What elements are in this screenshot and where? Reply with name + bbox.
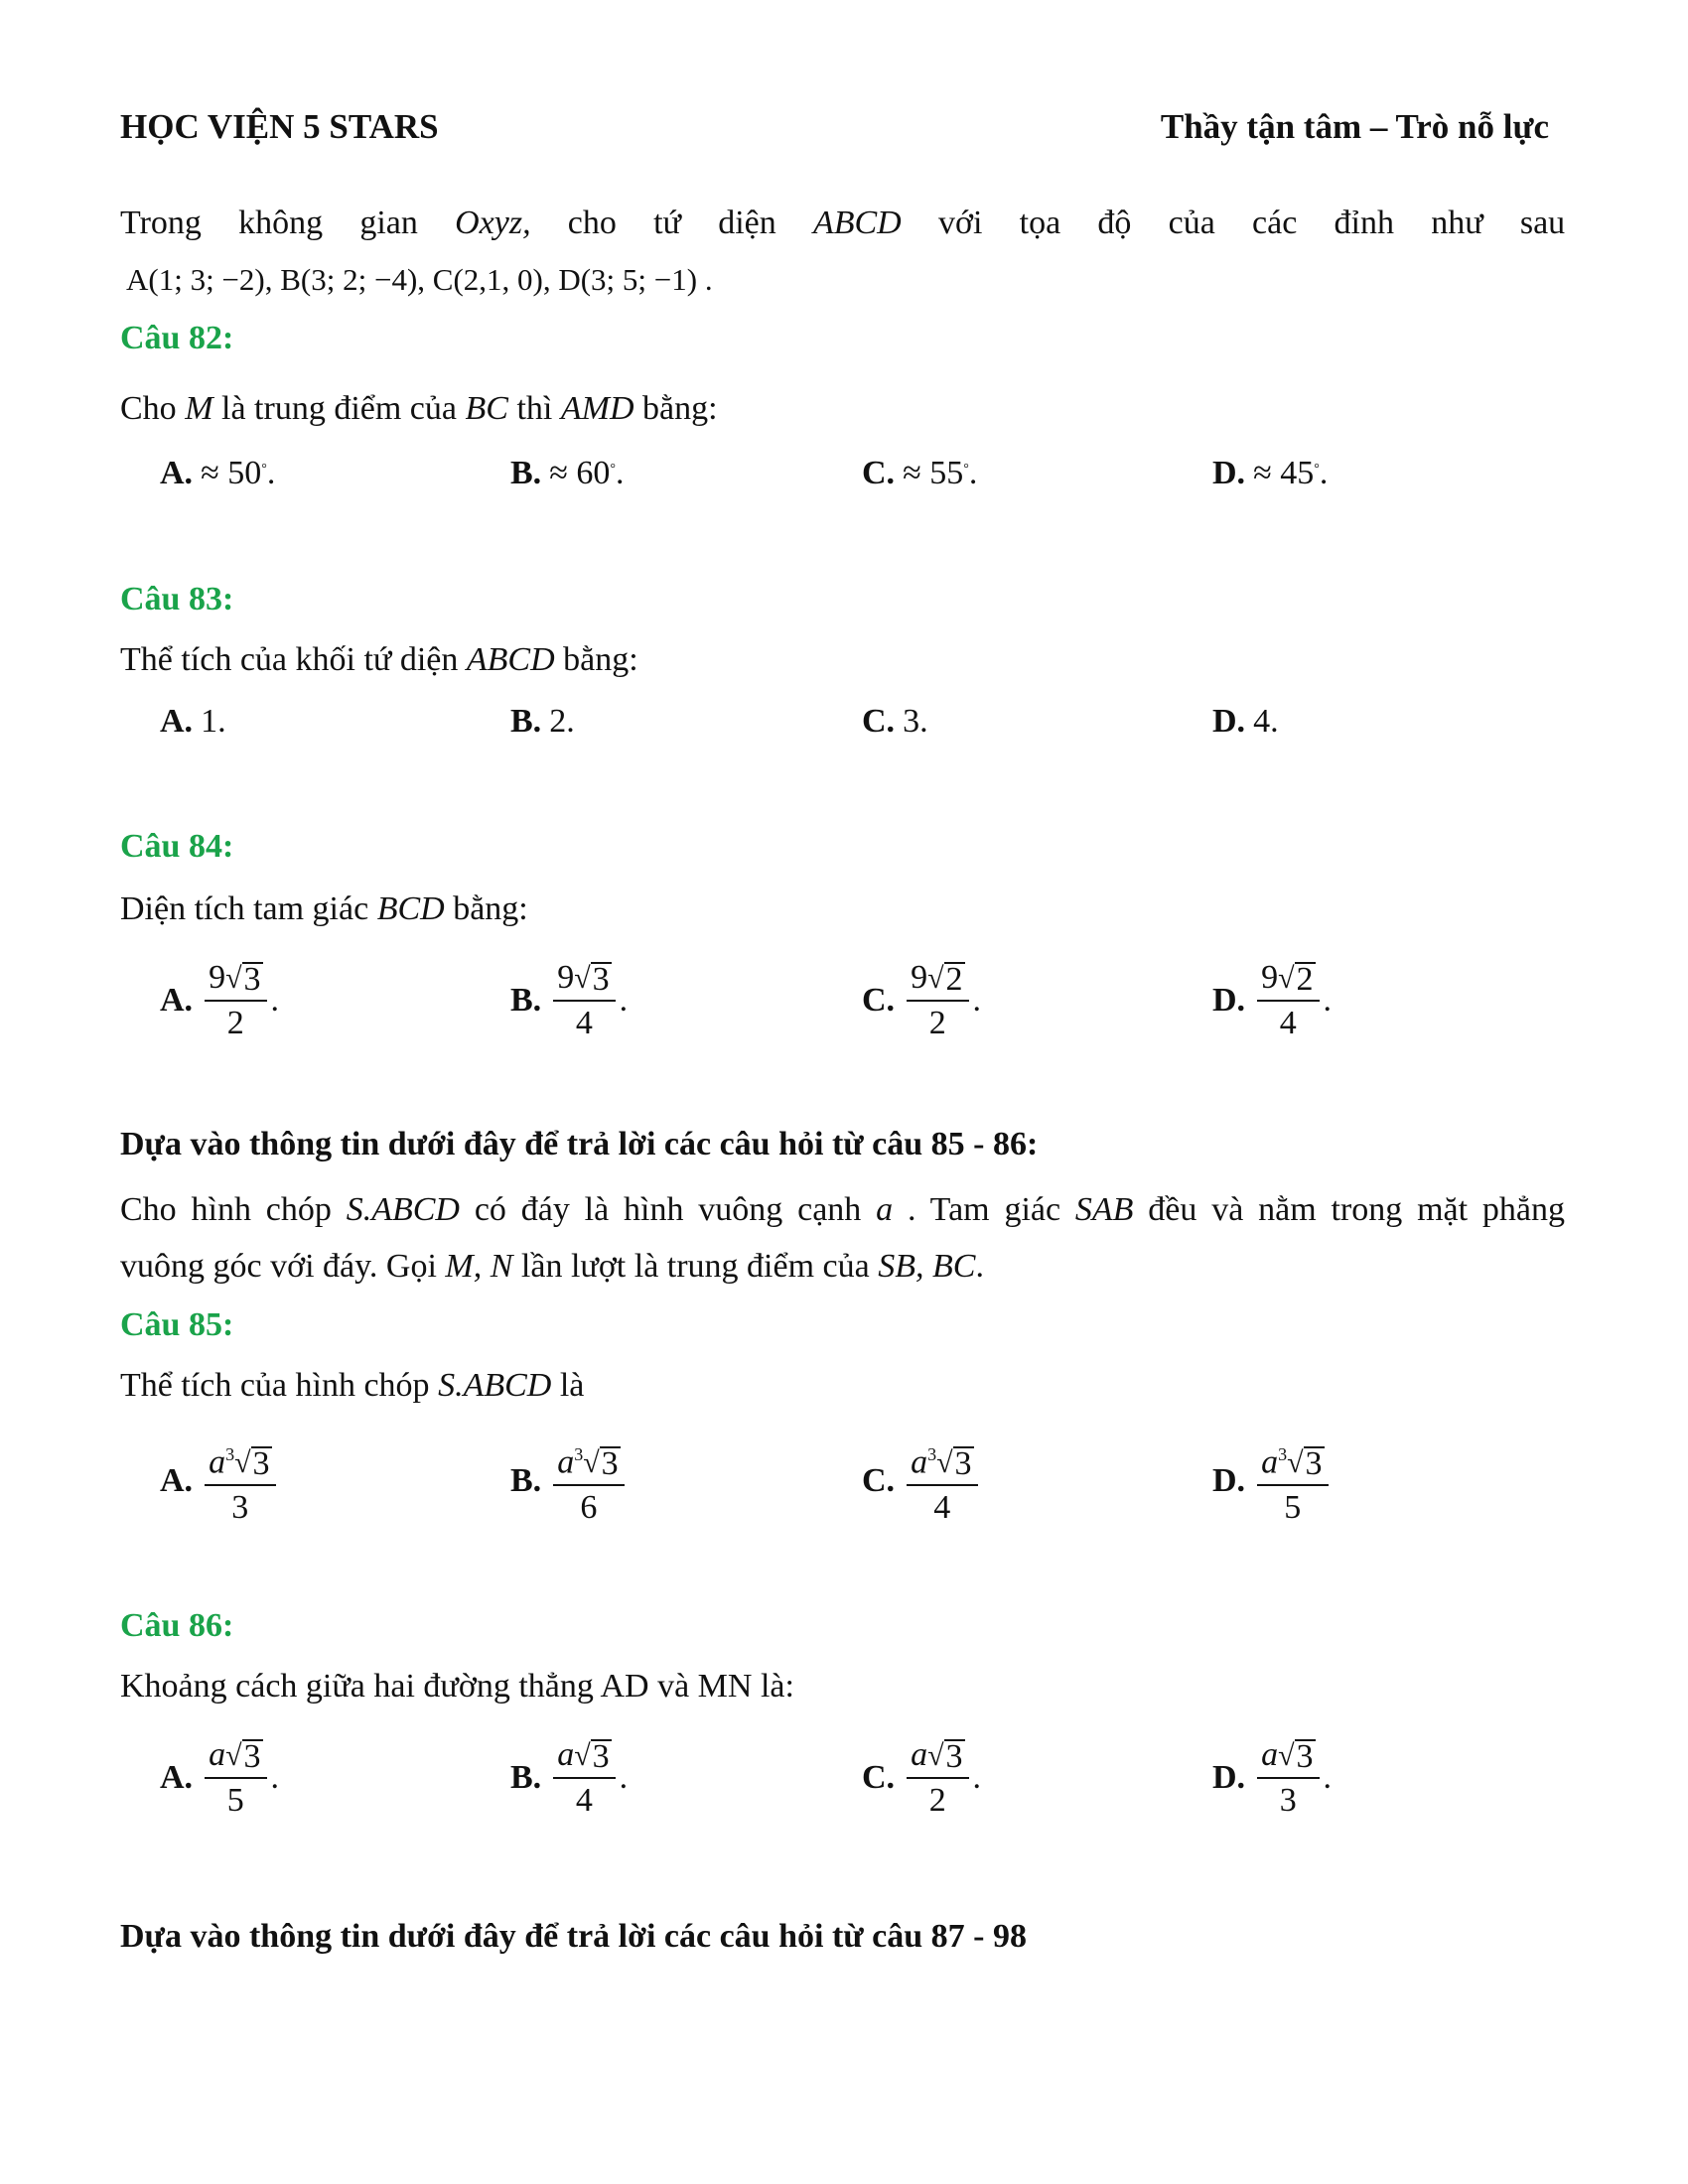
q86-option-b[interactable]: B. a √ 3 4 . bbox=[510, 1736, 629, 1819]
question-83-title: Câu 83: bbox=[120, 581, 234, 617]
q84-option-a[interactable]: A. 9 √ 3 2 . bbox=[160, 959, 280, 1041]
q85-option-a[interactable]: A. $a^3$ √ 3 3 bbox=[160, 1434, 280, 1528]
question-86-stem: Khoảng cách giữa hai đường thẳng AD và MN là: bbox=[120, 1668, 794, 1705]
q85-option-d[interactable]: D. $a^3$ √ 3 5 bbox=[1212, 1434, 1333, 1528]
question-85-title: Câu 85: bbox=[120, 1306, 234, 1343]
q84-option-c[interactable]: C. 9 √ 2 2 . bbox=[862, 959, 982, 1041]
section-85-86-paragraph bbox=[120, 1181, 1565, 1295]
header-left: HỌC VIỆN 5 STARS bbox=[120, 107, 439, 146]
fraction: $a^3$ √ 3 5 bbox=[1257, 1434, 1328, 1528]
q85-option-c[interactable]: C. $a^3$ √ 3 4 bbox=[862, 1434, 982, 1528]
question-83-stem: Thể tích của khối tứ diện ABCD bằng: bbox=[120, 641, 638, 678]
q83-option-c[interactable]: C. 3. bbox=[862, 703, 928, 740]
q82-option-d[interactable]: D. ≈ 45 ° . bbox=[1212, 455, 1329, 491]
question-84-stem: Diện tích tam giác BCD bằng: bbox=[120, 890, 528, 927]
q86-option-a[interactable]: A. a √ 3 5 . bbox=[160, 1736, 280, 1819]
q85-option-b[interactable]: B. $a^3$ √ 3 6 bbox=[510, 1434, 629, 1528]
q83-option-a[interactable]: A. 1. bbox=[160, 703, 226, 740]
question-82-stem: Cho M là trung điểm của BC thì AMD bằng: bbox=[120, 390, 718, 427]
question-85-stem: Thể tích của hình chóp S.ABCD là bbox=[120, 1367, 585, 1404]
question-86-title: Câu 86: bbox=[120, 1607, 234, 1644]
fraction: 9 √ 3 2 bbox=[205, 958, 266, 1043]
q84-option-b[interactable]: B. 9 √ 3 4 . bbox=[510, 959, 629, 1041]
question-82-title: Câu 82: bbox=[120, 320, 234, 356]
fraction: $a^3$ √ 3 4 bbox=[907, 1434, 977, 1528]
intro-line1: Trong không gian Oxyz, cho tứ diện ABCD với tọa độ của các đỉnh như sau bbox=[120, 205, 1566, 241]
intro-paragraph bbox=[120, 195, 1565, 308]
fraction: 9 √ 2 2 bbox=[907, 958, 968, 1043]
section-87-98-heading: Dựa vào thông tin dưới đây để trả lời các câu hỏi từ câu 87 - 98 bbox=[120, 1918, 1027, 1955]
q84-option-d[interactable]: D. 9 √ 2 4 . bbox=[1212, 959, 1333, 1041]
fraction: a √ 3 5 bbox=[205, 1735, 266, 1821]
fraction: a √ 3 3 bbox=[1257, 1735, 1319, 1821]
q82-option-a[interactable]: A. ≈ 50 ° . bbox=[160, 455, 276, 491]
header-right: Thầy tận tâm – Trò nỗ lực bbox=[1160, 107, 1549, 146]
fraction: 9 √ 3 4 bbox=[553, 958, 615, 1043]
q83-option-b[interactable]: B. 2. bbox=[510, 703, 575, 740]
fraction: $a^3$ √ 3 6 bbox=[553, 1434, 624, 1528]
q86-option-d[interactable]: D. a √ 3 3 . bbox=[1212, 1736, 1333, 1819]
intro-coordinates: A(1; 3; −2), B(3; 2; −4), C(2,1, 0), D(3; 5; −1) . bbox=[126, 262, 713, 297]
question-84-title: Câu 84: bbox=[120, 828, 234, 865]
fraction: a √ 3 4 bbox=[553, 1735, 615, 1821]
q82-option-b[interactable]: B. ≈ 60 ° . bbox=[510, 455, 625, 491]
section-85-86-heading: Dựa vào thông tin dưới đây để trả lời các câu hỏi từ câu 85 - 86: bbox=[120, 1126, 1039, 1162]
section-85-86-line2: vuông góc với đáy. Gọi M, N lần lượt là trung điểm của SB, BC. bbox=[120, 1248, 984, 1285]
q83-option-d[interactable]: D. 4. bbox=[1212, 703, 1279, 740]
fraction: 9 √ 2 4 bbox=[1257, 958, 1319, 1043]
fraction: a √ 3 2 bbox=[907, 1735, 968, 1821]
q86-option-c[interactable]: C. a √ 3 2 . bbox=[862, 1736, 982, 1819]
fraction: $a^3$ √ 3 3 bbox=[205, 1434, 275, 1528]
q82-option-c[interactable]: C. ≈ 55 ° . bbox=[862, 455, 978, 491]
section-85-86-line1: Cho hình chóp S.ABCD có đáy là hình vuông cạnh a . Tam giác SAB đều và nằm trong mặt phẳng bbox=[120, 1191, 1565, 1228]
